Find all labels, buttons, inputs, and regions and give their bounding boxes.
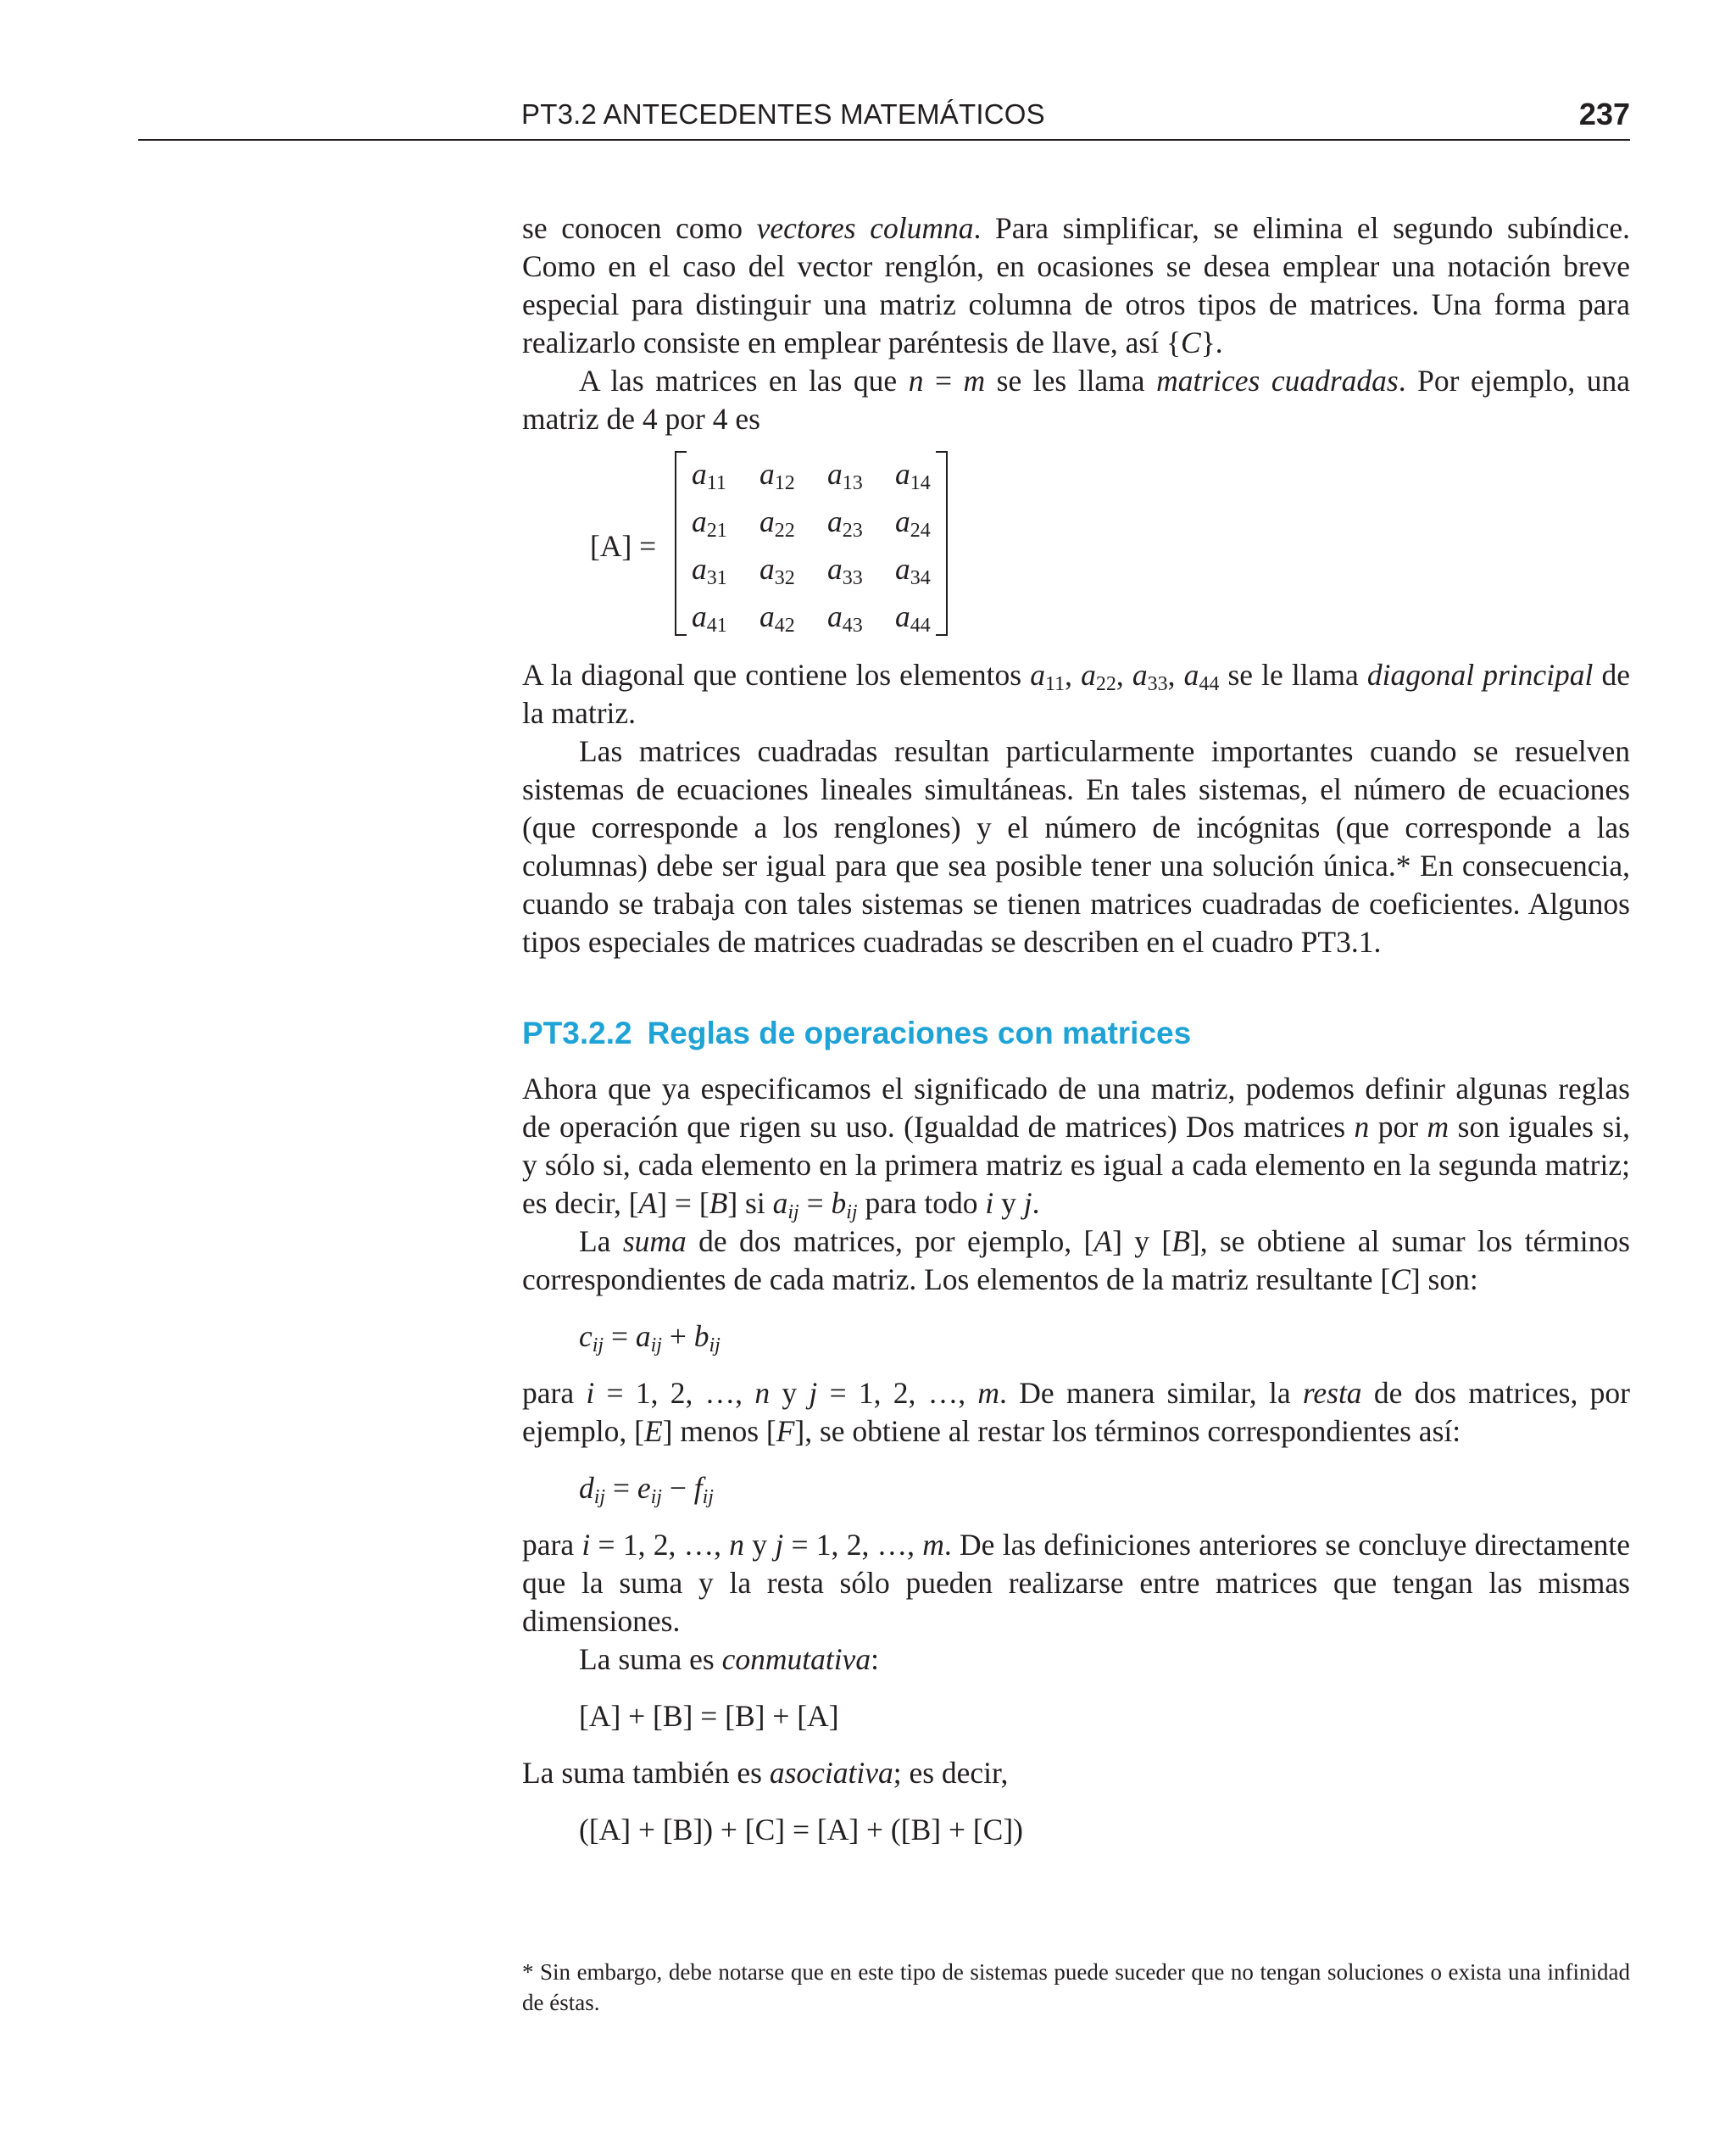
matrix-element: $a_{22}$ [760, 504, 795, 542]
matrix-element: $a_{43}$ [827, 599, 863, 637]
section-number: PT3.2.2 [522, 1016, 632, 1050]
paragraph-sum: La suma de dos matrices, por ejemplo, [A] y [B], se obtiene al sumar los términos correspondientes de cada matriz. Los elementos de la matriz resultante [C] son: [522, 1224, 1630, 1296]
matrix-element: $a_{11}$ [692, 457, 726, 494]
equation-difference: $d_{ij} = e_{ij} - f_{ij}$ [579, 1471, 714, 1508]
matrix-element: $a_{23}$ [827, 504, 863, 542]
matrix-lhs: [A] = [590, 529, 657, 563]
chapter-title: PT3.2 ANTECEDENTES MATEMÁTICOS [521, 98, 1045, 130]
footnote: * Sin embargo, debe notarse que en este tipo de sistemas puede suceder que no tengan soluciones o exista una infinidad de éstas. [522, 1959, 1630, 2015]
matrix-element: $a_{44}$ [895, 599, 931, 637]
equation-commutative: [A] + [B] = [B] + [A] [579, 1699, 839, 1733]
paragraph-square-importance: Las matrices cuadradas resultan particularmente importantes cuando se resuelven sistemas de ecuaciones lineales simultáneas. En tales sistemas, el número de ecuaciones (que corresponde a los renglones) y el número de incógnitas (que corresponde a las columnas) debe ser igual para que sea posible tener una solución única.* En consecuencia, cuando se trabaja con tales sistemas se tienen matrices cuadradas de coeficientes. Algunos tipos especiales de matrices cuadradas se describen en el cuadro PT3.1. [522, 734, 1630, 959]
equation-sum: $c_{ij} = a_{ij} + b_{ij}$ [579, 1319, 721, 1356]
matrix-equation [522, 451, 1630, 646]
paragraph-main-diagonal: A la diagonal que contiene los elementos $a_{11}$, $a_{22}$, $a_{33}$, $a_{44}$ se le llama diagonal principal de la matriz. [522, 658, 1631, 730]
section-heading [522, 1012, 1630, 1055]
matrix-element: $a_{42}$ [760, 599, 795, 637]
paragraph-dimensions: para i = 1, 2, …, n y j = 1, 2, …, m. De las definiciones anteriores se concluye directamente que la suma y la resta sólo pueden realizarse entre matrices que tengan las mismas dimensiones. [522, 1528, 1630, 1638]
page-body [522, 209, 1630, 1868]
matrix-element: $a_{14}$ [895, 457, 931, 494]
matrix-element: $a_{24}$ [895, 504, 931, 542]
matrix-4x4 [675, 451, 948, 636]
paragraph-commutative: La suma es conmutativa: [579, 1642, 879, 1676]
matrix-element: $a_{12}$ [760, 457, 795, 494]
left-bracket [675, 451, 687, 636]
matrix-element: $a_{31}$ [692, 552, 727, 589]
matrix-element: $a_{34}$ [895, 552, 931, 589]
paragraph-associative: La suma también es asociativa; es decir, [522, 1756, 1009, 1790]
section-title: Reglas de operaciones con matrices [647, 1016, 1192, 1050]
page-number: 237 [1578, 97, 1630, 131]
matrix-element: $a_{32}$ [760, 552, 795, 589]
paragraph-subtraction: para i = 1, 2, …, n y j = 1, 2, …, m. De manera similar, la resta de dos matrices, por ejemplo, [E] menos [F], se obtiene al restar los términos correspondientes así: [522, 1376, 1630, 1448]
matrix-element: $a_{21}$ [692, 504, 727, 542]
matrix-element: $a_{33}$ [827, 552, 863, 589]
paragraph-column-vectors: se conocen como vectores columna. Para simplificar, se elimina el segundo subíndice. Como en el caso del vector renglón, en ocasiones se desea emplear una notación breve especial para distinguir una matriz columna de otros tipos de matrices. Una forma para realizarlo consiste en emplear paréntesis de llave, así {C}. [522, 211, 1630, 359]
paragraph-square-matrices: A las matrices en las que n = m se les llama matrices cuadradas. Por ejemplo, una matriz de 4 por 4 es [522, 364, 1630, 436]
paragraph-equality: Ahora que ya especificamos el significado de una matriz, podemos definir algunas reglas de operación que rigen su uso. (Igualdad de matrices) Dos matrices n por m son iguales si, y sólo si, cada elemento en la primera matriz es igual a cada elemento en la segunda matriz; es decir, [A] = [B] si $a_{ij} = b_{ij}$ para todo i y j. [522, 1072, 1630, 1223]
matrix-element: $a_{41}$ [692, 599, 727, 637]
page-header [138, 95, 1630, 141]
equation-associative: ([A] + [B]) + [C] = [A] + ([B] + [C]) [579, 1813, 1023, 1846]
matrix-element: $a_{13}$ [827, 457, 863, 494]
